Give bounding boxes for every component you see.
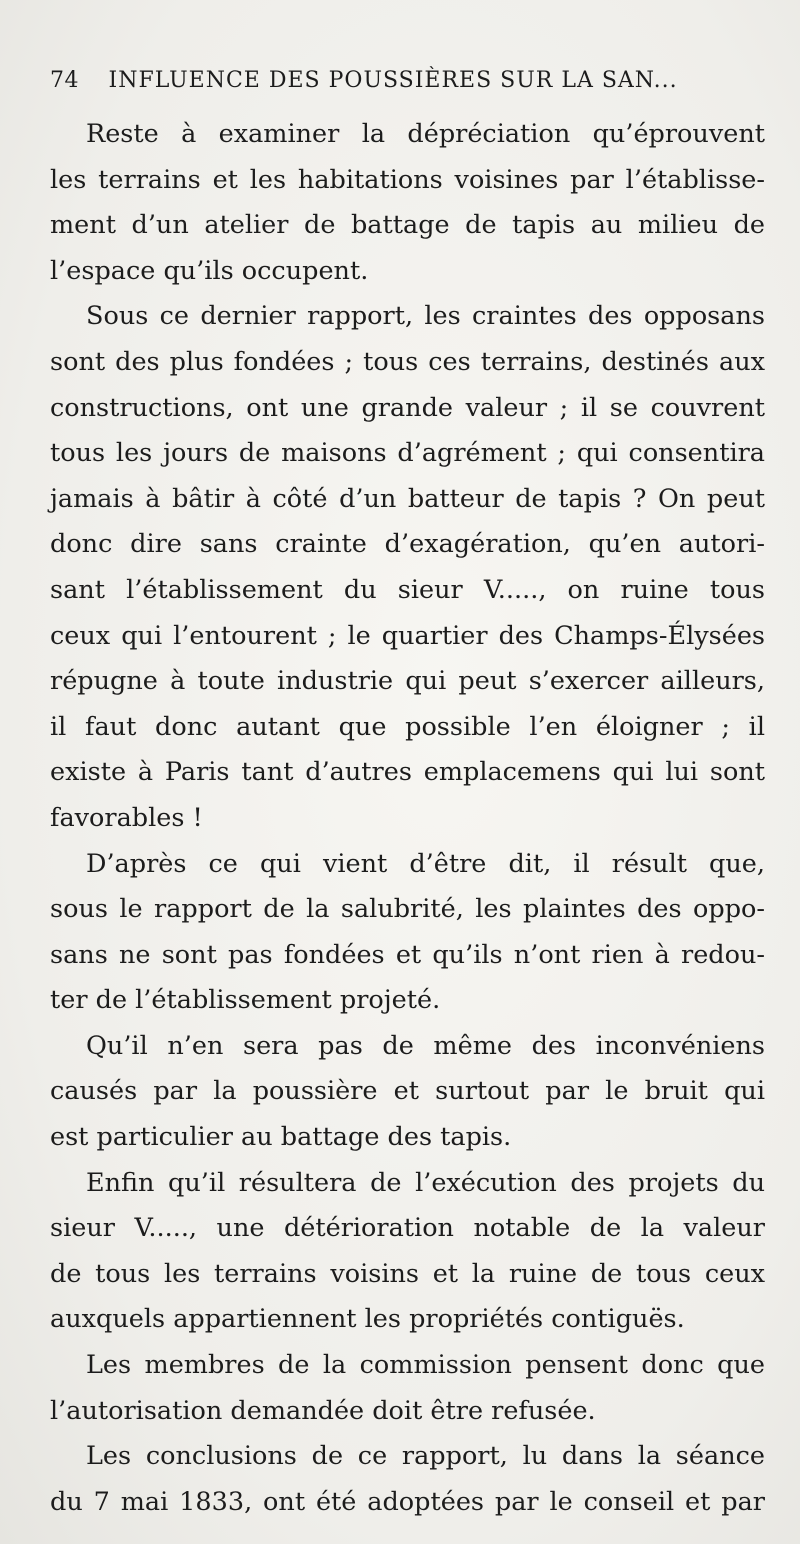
- text-line: Sous ce dernier rapport, les craintes des opposans: [86, 301, 765, 332]
- text-line: donc dire sans crainte d’exagération, qu’en autori-: [50, 529, 765, 560]
- text-line: sous le rapport de la salubrité, les plaintes des oppo-: [50, 894, 765, 925]
- text-line: Enfin qu’il résultera de l’exécution des projets du: [86, 1167, 765, 1198]
- text-line: du 7 mai 1833, ont été adoptées par le conseil et par: [50, 1486, 765, 1517]
- text-line: sans ne sont pas fondées et qu’ils n’ont rien à redou-: [50, 939, 765, 970]
- paragraph-3: [50, 842, 765, 1024]
- text-line: auxquels appartiennent les propriétés contiguës.: [50, 1304, 685, 1335]
- text-line: Les membres de la commission pensent donc que: [86, 1350, 765, 1381]
- text-line: existe à Paris tant d’autres emplacemens qui lui sont: [50, 757, 765, 788]
- paragraph-2: [50, 294, 765, 841]
- text-line: jamais à bâtir à côté d’un batteur de tapis ? On peut: [50, 483, 765, 514]
- paragraph-6: [50, 1343, 765, 1434]
- text-line: D’après ce qui vient d’être dit, il résult que,: [86, 848, 765, 879]
- text-line: Qu’il n’en sera pas de même des inconvéniens: [86, 1030, 765, 1061]
- text-line: constructions, ont une grande valeur ; il se couvrent: [50, 392, 765, 423]
- body-text: [50, 112, 765, 1525]
- paragraph-5: [50, 1161, 765, 1343]
- text-line: sont des plus fondées ; tous ces terrains, destinés aux: [50, 346, 765, 377]
- text-line: l’autorisation demandée doit être refusée.: [50, 1395, 596, 1426]
- text-line: l’espace qu’ils occupent.: [50, 255, 369, 286]
- paragraph-7: [50, 1434, 765, 1525]
- text-line: Reste à examiner la dépréciation qu’éprouvent: [86, 119, 765, 149]
- text-line: sant l’établissement du sieur V....., on ruine tous: [50, 574, 765, 605]
- paragraph-1: [50, 112, 765, 294]
- text-line: favorables !: [50, 802, 203, 833]
- page-header: [50, 68, 750, 93]
- text-line: tous les jours de maisons d’agrément ; qui consentira: [50, 438, 765, 469]
- page-number: 74: [50, 68, 79, 93]
- running-title: INFLUENCE DES POUSSIÈRES SUR LA SAN...: [108, 68, 678, 93]
- text-line: Les conclusions de ce rapport, lu dans la séance: [86, 1441, 765, 1472]
- text-line: répugne à toute industrie qui peut s’exercer ailleurs,: [50, 666, 765, 697]
- text-line: ceux qui l’entourent ; le quartier des Champs-Élysées: [50, 620, 765, 651]
- text-line: ment d’un atelier de battage de tapis au milieu de: [50, 210, 765, 241]
- text-line: causés par la poussière et surtout par le bruit qui: [50, 1076, 765, 1107]
- text-line: il faut donc autant que possible l’en éloigner ; il: [50, 711, 765, 742]
- text-line: les terrains et les habitations voisines par l’établisse-: [50, 164, 765, 195]
- text-line: sieur V....., une détérioration notable de la valeur: [50, 1213, 765, 1244]
- paragraph-4: [50, 1024, 765, 1161]
- text-line: ter de l’établissement projeté.: [50, 985, 441, 1016]
- text-line: de tous les terrains voisins et la ruine de tous ceux: [50, 1258, 765, 1289]
- text-line: est particulier au battage des tapis.: [50, 1122, 512, 1153]
